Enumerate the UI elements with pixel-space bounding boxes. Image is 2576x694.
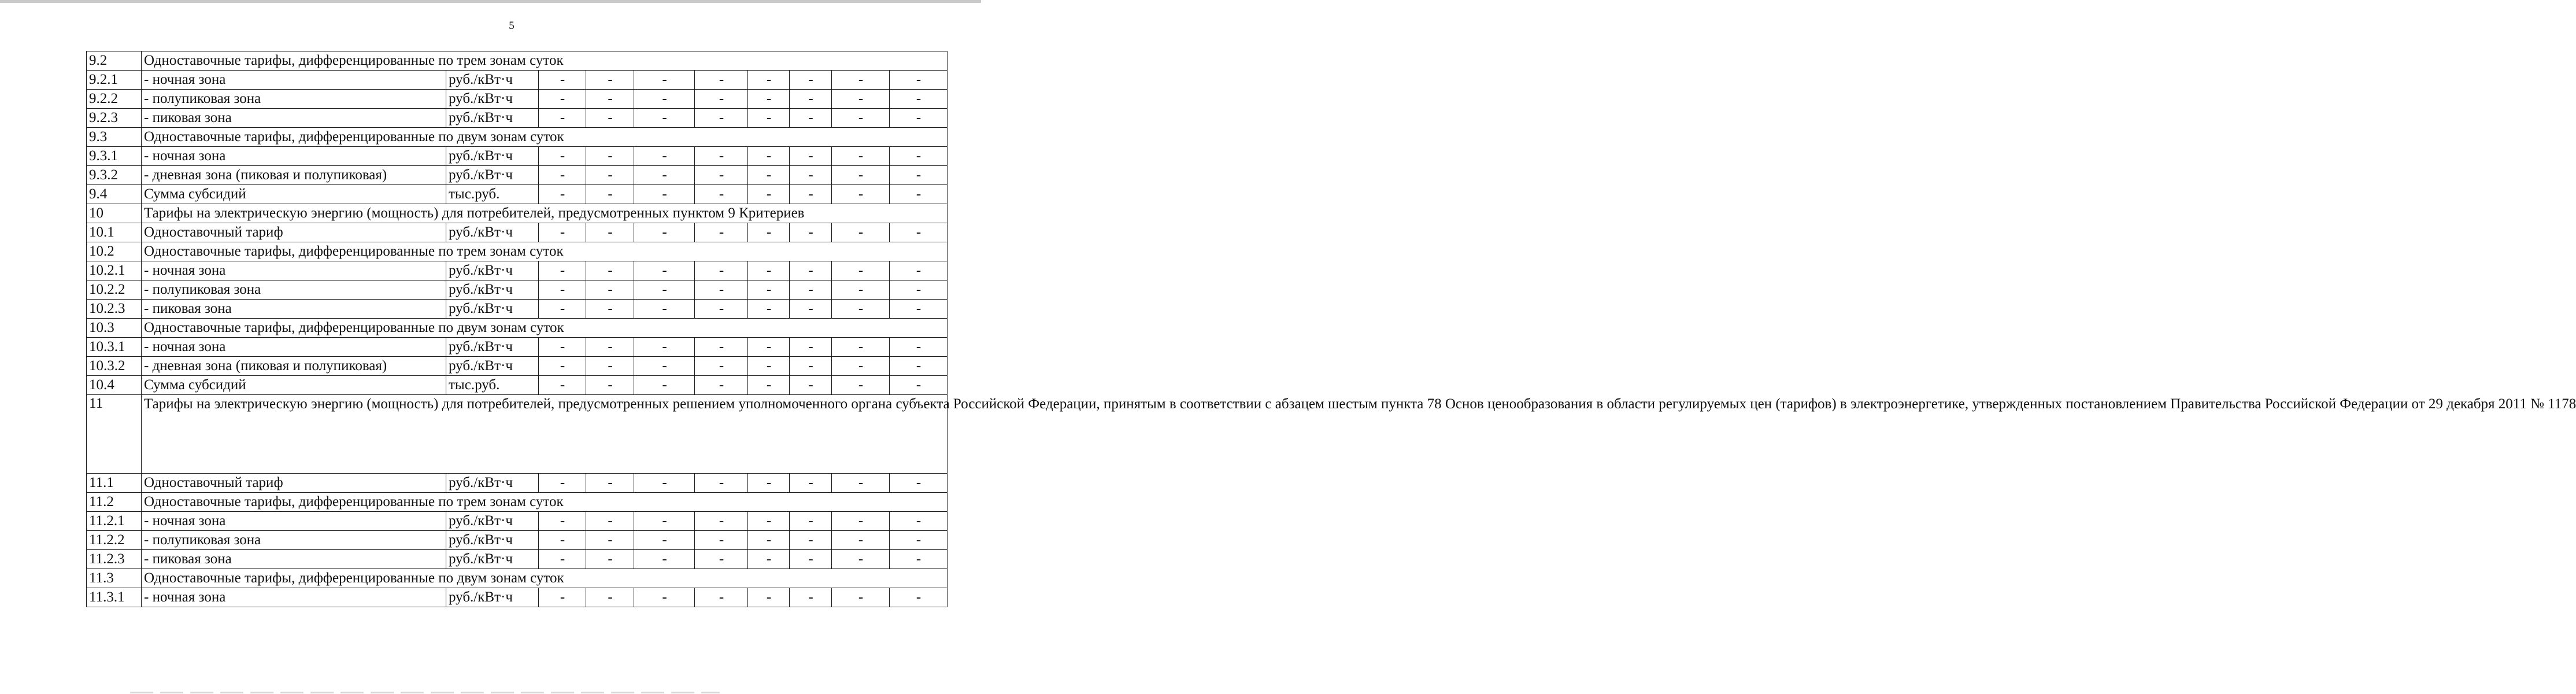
row-label: - дневная зона (пиковая и полупиковая) (142, 357, 446, 376)
row-code: 11.1 (87, 474, 142, 493)
page-number: 5 (509, 20, 515, 32)
value-cell: - (539, 338, 586, 357)
value-cell: - (539, 474, 586, 493)
value-cell: - (695, 147, 748, 166)
value-cell: - (539, 223, 586, 242)
value-cell: - (634, 166, 695, 185)
row-unit: руб./кВт·ч (446, 300, 539, 319)
value-cell: - (790, 357, 832, 376)
value-cell: - (586, 280, 634, 300)
table-row (87, 147, 948, 166)
value-cell: - (790, 550, 832, 569)
value-cell: - (832, 166, 890, 185)
value-cell: - (748, 280, 790, 300)
row-label: - ночная зона (142, 71, 446, 90)
value-cell: - (586, 357, 634, 376)
value-cell: - (832, 338, 890, 357)
section-title: Одноставочные тарифы, дифференцированные по двум зонам суток (142, 128, 948, 147)
section-title: Одноставочные тарифы, дифференцированные по двум зонам суток (142, 569, 948, 588)
value-cell: - (890, 300, 948, 319)
value-cell: - (890, 376, 948, 395)
value-cell: - (832, 71, 890, 90)
table-row (87, 474, 948, 493)
table-row (87, 357, 948, 376)
value-cell: - (695, 338, 748, 357)
value-cell: - (586, 338, 634, 357)
tariff-table-body (87, 51, 2576, 607)
row-code: 10.3.2 (87, 357, 142, 376)
value-cell: - (634, 357, 695, 376)
value-cell: - (634, 531, 695, 550)
table-row (87, 569, 948, 588)
table-row (87, 395, 948, 474)
row-unit: руб./кВт·ч (446, 474, 539, 493)
value-cell: - (890, 166, 948, 185)
value-cell: - (790, 223, 832, 242)
value-cell: - (634, 185, 695, 204)
row-code: 10.2.3 (87, 300, 142, 319)
table-row (87, 280, 948, 300)
value-cell: - (634, 588, 695, 607)
value-cell: - (890, 280, 948, 300)
value-cell: - (586, 531, 634, 550)
tariff-table (86, 51, 2576, 607)
value-cell: - (586, 71, 634, 90)
row-unit: руб./кВт·ч (446, 531, 539, 550)
row-label: Сумма субсидий (142, 376, 446, 395)
value-cell: - (890, 90, 948, 109)
value-cell: - (634, 223, 695, 242)
table-row (87, 588, 948, 607)
table-row (87, 376, 948, 395)
value-cell: - (539, 588, 586, 607)
value-cell: - (539, 550, 586, 569)
value-cell: - (539, 185, 586, 204)
row-code: 11.2.2 (87, 531, 142, 550)
value-cell: - (790, 261, 832, 280)
value-cell: - (832, 512, 890, 531)
value-cell: - (748, 71, 790, 90)
value-cell: - (790, 300, 832, 319)
row-code: 11.2 (87, 493, 142, 512)
value-cell: - (539, 300, 586, 319)
value-cell: - (586, 223, 634, 242)
value-cell: - (634, 280, 695, 300)
value-cell: - (539, 531, 586, 550)
value-cell: - (539, 280, 586, 300)
row-unit: руб./кВт·ч (446, 588, 539, 607)
value-cell: - (695, 166, 748, 185)
row-label: - полупиковая зона (142, 90, 446, 109)
value-cell: - (790, 71, 832, 90)
value-cell: - (695, 185, 748, 204)
value-cell: - (790, 588, 832, 607)
value-cell: - (832, 261, 890, 280)
value-cell: - (539, 357, 586, 376)
row-code: 10.2 (87, 242, 142, 261)
value-cell: - (748, 474, 790, 493)
value-cell: - (586, 300, 634, 319)
value-cell: - (832, 300, 890, 319)
value-cell: - (634, 109, 695, 128)
value-cell: - (586, 588, 634, 607)
row-code: 9.4 (87, 185, 142, 204)
value-cell: - (634, 147, 695, 166)
value-cell: - (748, 185, 790, 204)
row-code: 11.3 (87, 569, 142, 588)
scan-bottom-artifact (130, 692, 720, 693)
value-cell: - (748, 147, 790, 166)
row-code: 10.1 (87, 223, 142, 242)
row-code: 10.2.1 (87, 261, 142, 280)
value-cell: - (634, 376, 695, 395)
value-cell: - (748, 550, 790, 569)
value-cell: - (832, 376, 890, 395)
row-unit: руб./кВт·ч (446, 357, 539, 376)
value-cell: - (832, 185, 890, 204)
row-code: 10.3 (87, 319, 142, 338)
value-cell: - (832, 90, 890, 109)
row-code: 9.3 (87, 128, 142, 147)
value-cell: - (790, 531, 832, 550)
value-cell: - (695, 474, 748, 493)
value-cell: - (890, 474, 948, 493)
value-cell: - (695, 512, 748, 531)
value-cell: - (890, 357, 948, 376)
value-cell: - (790, 166, 832, 185)
value-cell: - (790, 109, 832, 128)
row-code: 9.2.2 (87, 90, 142, 109)
row-unit: руб./кВт·ч (446, 71, 539, 90)
section-title: Тарифы на электрическую энергию (мощность) для потребителей, предусмотренных решением уполномоченного органа субъекта Российской Федерации, принятым в соответствии с абзацем шестым пункта 78 Основ ценообразования в области регулируемых цен (тарифов) в электроэнергетике, утвержденных постановлением Правительства Российской Федерации от 29 декабря 2011 № 1178 (142, 395, 948, 474)
row-code: 10.2.2 (87, 280, 142, 300)
row-code: 10.3.1 (87, 338, 142, 357)
value-cell: - (634, 474, 695, 493)
value-cell: - (890, 550, 948, 569)
value-cell: - (890, 185, 948, 204)
value-cell: - (539, 147, 586, 166)
table-row (87, 319, 948, 338)
value-cell: - (586, 90, 634, 109)
value-cell: - (748, 166, 790, 185)
row-label: - пиковая зона (142, 550, 446, 569)
table-row (87, 166, 948, 185)
value-cell: - (634, 71, 695, 90)
value-cell: - (832, 531, 890, 550)
table-row (87, 90, 948, 109)
table-row (87, 531, 948, 550)
value-cell: - (695, 531, 748, 550)
value-cell: - (695, 223, 748, 242)
value-cell: - (748, 261, 790, 280)
value-cell: - (695, 109, 748, 128)
row-code: 11.2.1 (87, 512, 142, 531)
value-cell: - (539, 90, 586, 109)
value-cell: - (890, 531, 948, 550)
section-title: Тарифы на электрическую энергию (мощность) для потребителей, предусмотренных пунктом 9 Критериев (142, 204, 948, 223)
value-cell: - (586, 166, 634, 185)
section-title: Одноставочные тарифы, дифференцированные по трем зонам суток (142, 242, 948, 261)
value-cell: - (539, 512, 586, 531)
value-cell: - (832, 147, 890, 166)
row-unit: руб./кВт·ч (446, 280, 539, 300)
row-label: - дневная зона (пиковая и полупиковая) (142, 166, 446, 185)
value-cell: - (634, 90, 695, 109)
section-title: Одноставочные тарифы, дифференцированные по двум зонам суток (142, 319, 948, 338)
row-label: - ночная зона (142, 512, 446, 531)
value-cell: - (790, 90, 832, 109)
row-code: 10 (87, 204, 142, 223)
row-code: 9.3.1 (87, 147, 142, 166)
row-label: - ночная зона (142, 261, 446, 280)
row-code: 9.3.2 (87, 166, 142, 185)
row-label: - пиковая зона (142, 300, 446, 319)
value-cell: - (539, 71, 586, 90)
row-unit: руб./кВт·ч (446, 147, 539, 166)
value-cell: - (832, 550, 890, 569)
table-row (87, 512, 948, 531)
table-row (87, 51, 948, 71)
table-row (87, 109, 948, 128)
value-cell: - (695, 357, 748, 376)
table-row (87, 128, 948, 147)
value-cell: - (832, 223, 890, 242)
row-label: - полупиковая зона (142, 280, 446, 300)
value-cell: - (634, 300, 695, 319)
value-cell: - (586, 550, 634, 569)
value-cell: - (832, 109, 890, 128)
value-cell: - (890, 71, 948, 90)
value-cell: - (748, 512, 790, 531)
value-cell: - (790, 280, 832, 300)
row-unit: руб./кВт·ч (446, 338, 539, 357)
table-row (87, 242, 948, 261)
value-cell: - (890, 588, 948, 607)
row-code: 11.3.1 (87, 588, 142, 607)
value-cell: - (748, 338, 790, 357)
table-row (87, 261, 948, 280)
value-cell: - (790, 147, 832, 166)
value-cell: - (634, 261, 695, 280)
table-row (87, 71, 948, 90)
value-cell: - (634, 512, 695, 531)
value-cell: - (634, 338, 695, 357)
row-unit: тыс.руб. (446, 376, 539, 395)
value-cell: - (748, 376, 790, 395)
value-cell: - (748, 223, 790, 242)
table-row (87, 493, 948, 512)
value-cell: - (890, 223, 948, 242)
row-code: 11.2.3 (87, 550, 142, 569)
value-cell: - (832, 588, 890, 607)
row-unit: руб./кВт·ч (446, 166, 539, 185)
table-row (87, 300, 948, 319)
row-label: - пиковая зона (142, 109, 446, 128)
value-cell: - (790, 474, 832, 493)
row-label: Одноставочный тариф (142, 474, 446, 493)
value-cell: - (790, 185, 832, 204)
table-row (87, 550, 948, 569)
section-title: Одноставочные тарифы, дифференцированные по трем зонам суток (142, 493, 948, 512)
row-unit: тыс.руб. (446, 185, 539, 204)
value-cell: - (695, 90, 748, 109)
value-cell: - (832, 474, 890, 493)
row-unit: руб./кВт·ч (446, 90, 539, 109)
value-cell: - (890, 338, 948, 357)
row-code: 11 (87, 395, 142, 474)
value-cell: - (539, 109, 586, 128)
value-cell: - (539, 376, 586, 395)
value-cell: - (586, 185, 634, 204)
row-unit: руб./кВт·ч (446, 261, 539, 280)
row-label: Сумма субсидий (142, 185, 446, 204)
value-cell: - (695, 71, 748, 90)
value-cell: - (832, 357, 890, 376)
value-cell: - (790, 512, 832, 531)
value-cell: - (748, 109, 790, 128)
value-cell: - (748, 357, 790, 376)
row-code: 9.2 (87, 51, 142, 71)
value-cell: - (790, 338, 832, 357)
section-title: Одноставочные тарифы, дифференцированные по трем зонам суток (142, 51, 948, 71)
value-cell: - (539, 166, 586, 185)
row-code: 10.4 (87, 376, 142, 395)
scan-top-edge (0, 0, 981, 3)
value-cell: - (748, 588, 790, 607)
value-cell: - (586, 512, 634, 531)
value-cell: - (695, 376, 748, 395)
value-cell: - (695, 261, 748, 280)
value-cell: - (890, 109, 948, 128)
table-row (87, 223, 948, 242)
row-label: - полупиковая зона (142, 531, 446, 550)
value-cell: - (695, 550, 748, 569)
value-cell: - (832, 280, 890, 300)
value-cell: - (748, 300, 790, 319)
value-cell: - (539, 261, 586, 280)
value-cell: - (748, 531, 790, 550)
value-cell: - (634, 550, 695, 569)
value-cell: - (586, 109, 634, 128)
value-cell: - (890, 512, 948, 531)
table-row (87, 185, 948, 204)
value-cell: - (586, 376, 634, 395)
row-label: - ночная зона (142, 588, 446, 607)
table-row (87, 338, 948, 357)
value-cell: - (890, 147, 948, 166)
value-cell: - (790, 376, 832, 395)
row-label: - ночная зона (142, 338, 446, 357)
row-label: - ночная зона (142, 147, 446, 166)
value-cell: - (695, 280, 748, 300)
value-cell: - (586, 147, 634, 166)
value-cell: - (748, 90, 790, 109)
row-code: 9.2.3 (87, 109, 142, 128)
value-cell: - (695, 300, 748, 319)
row-code: 9.2.1 (87, 71, 142, 90)
row-label: Одноставочный тариф (142, 223, 446, 242)
row-unit: руб./кВт·ч (446, 223, 539, 242)
row-unit: руб./кВт·ч (446, 550, 539, 569)
table-row (87, 204, 948, 223)
row-unit: руб./кВт·ч (446, 109, 539, 128)
value-cell: - (586, 474, 634, 493)
value-cell: - (890, 261, 948, 280)
row-unit: руб./кВт·ч (446, 512, 539, 531)
value-cell: - (695, 588, 748, 607)
value-cell: - (586, 261, 634, 280)
